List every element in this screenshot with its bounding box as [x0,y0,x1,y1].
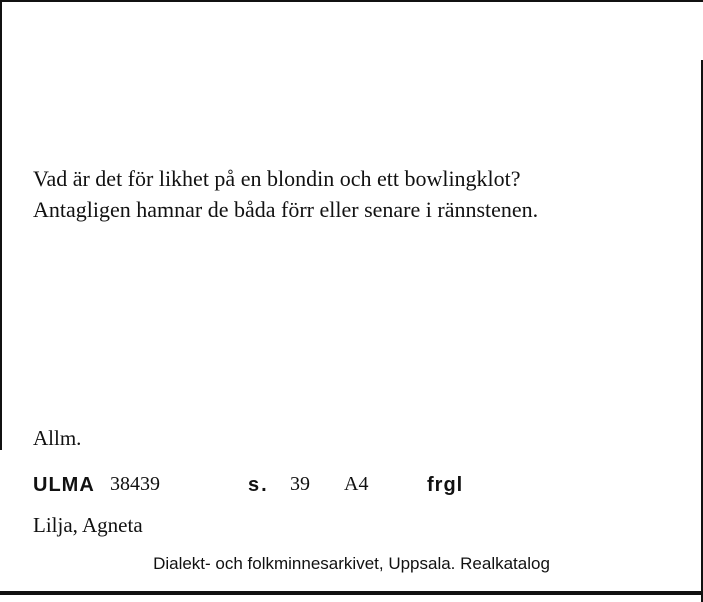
author-name: Lilja, Agneta [33,513,143,537]
card-border-top [0,0,703,2]
card-border-bottom [0,591,703,595]
paper-format: A4 [344,473,369,495]
record-text-line-2: Antagligen hamnar de båda förr eller senare i rännstenen. [33,197,539,222]
record-text [33,163,538,225]
record-text-line-1: Vad är det för likhet på en blondin och ett bowlingklot? [33,166,521,191]
page-label: s. [248,474,269,496]
archive-footer: Dialekt- och folkminnesarkivet, Uppsala. Realkatalog [153,554,550,573]
page-number: 39 [290,473,310,495]
card-border-left [0,0,2,450]
genre-code: frgl [427,474,464,496]
archive-code: ULMA [33,474,95,496]
category-label: Allm. [33,426,82,450]
record-number: 38439 [110,473,160,495]
